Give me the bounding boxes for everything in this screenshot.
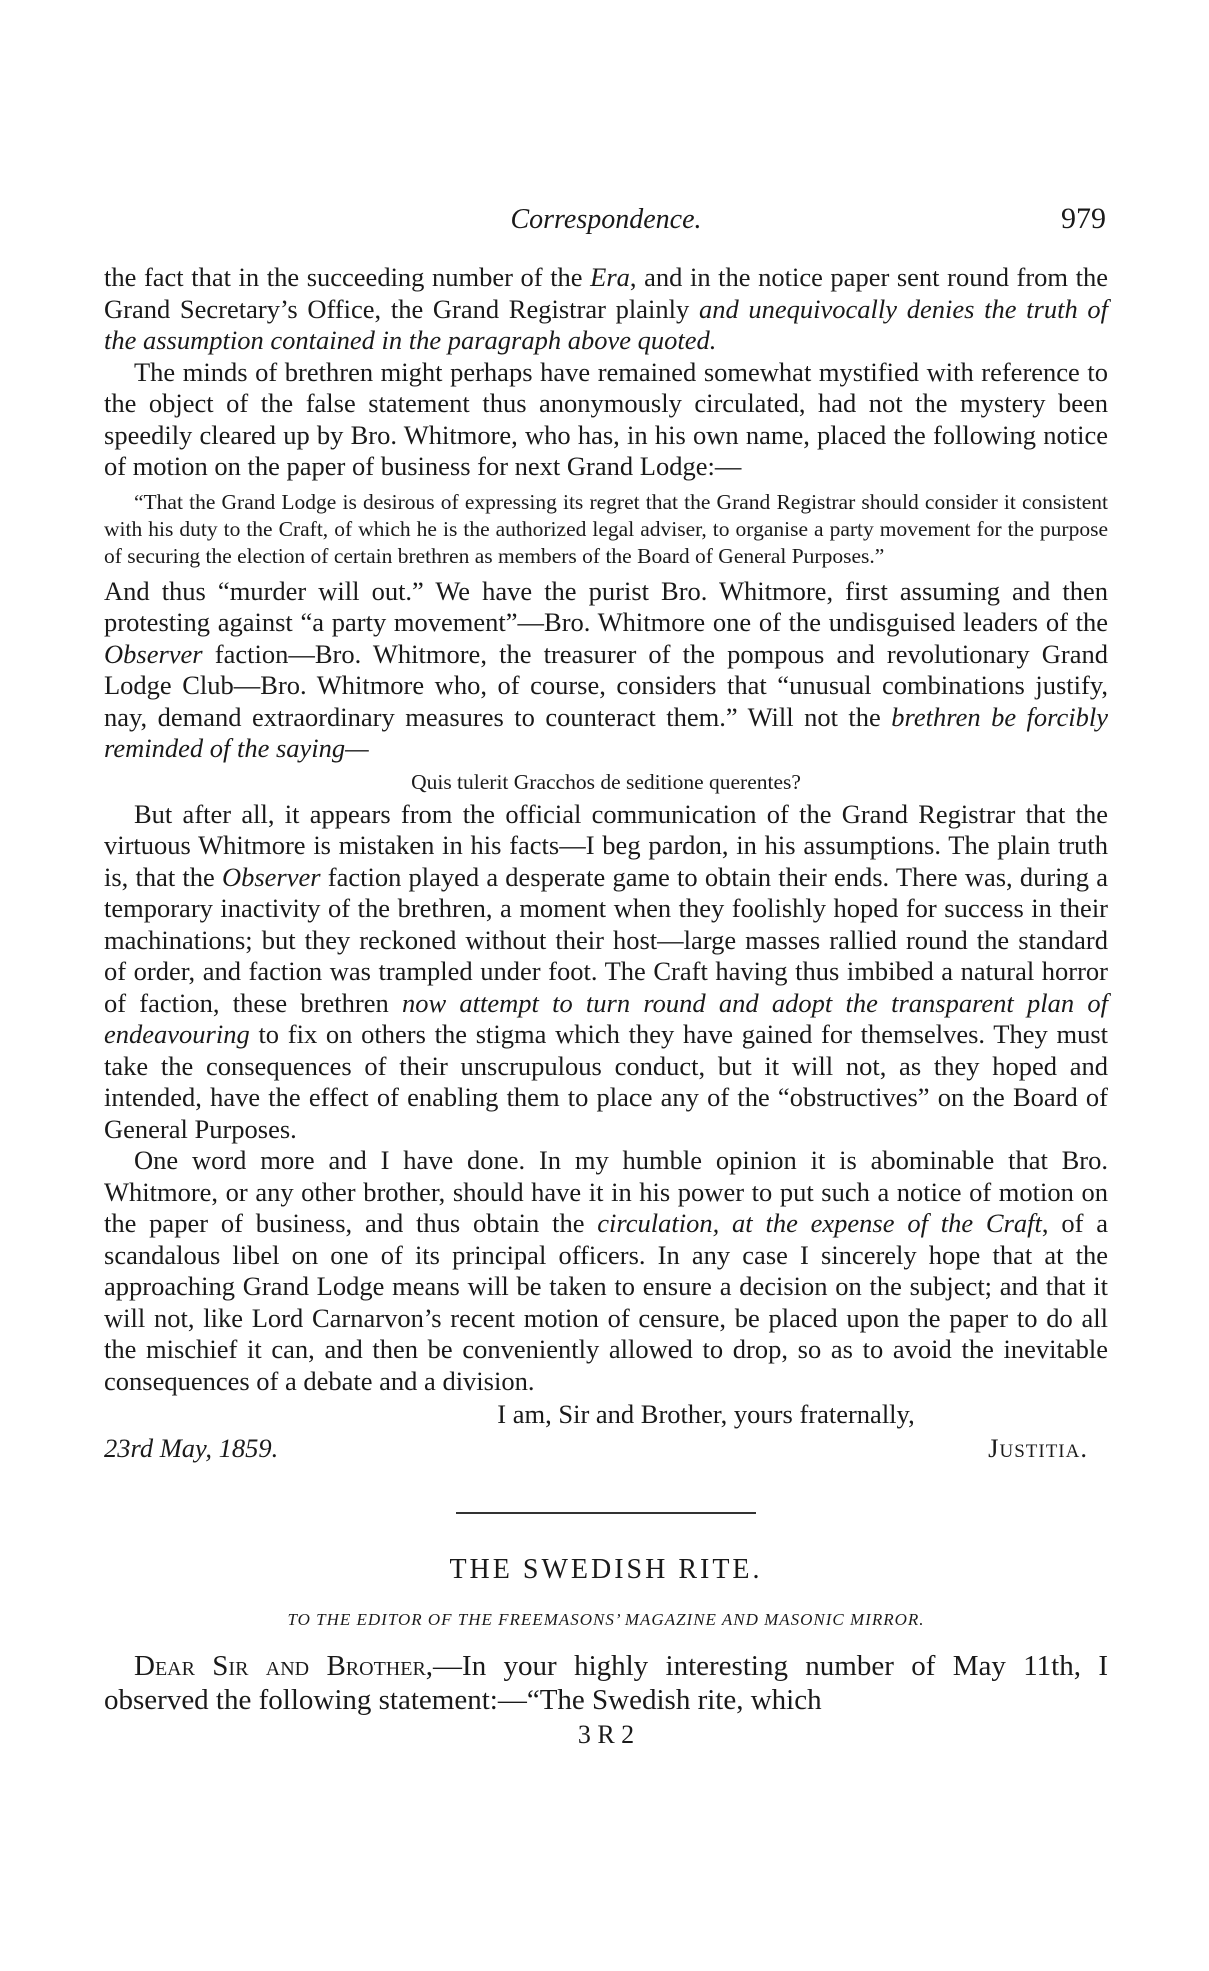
p3-italic: brethren be forcibly reminded of the saying—: [104, 701, 1108, 763]
p4-italic: now attempt to turn round and adopt the transparent plan of endeavouring: [104, 987, 1108, 1049]
latin-quotation: Quis tulerit Gracchos de seditione querentes?: [411, 769, 801, 794]
p3-observer: Observer: [104, 638, 203, 669]
letter-2-body: —In your highly interesting number of May 11th, I observed the following statement:—“The Swedish rite, which: [104, 1650, 1108, 1716]
p5-text-a: One word more and I have done. In my humble opinion it is abominable that Bro. Whitmore, or any other brother, should have it in his power to put such a notice of motion on the paper of business, and thus obtain the: [104, 1145, 1108, 1238]
p4-text-b: faction played a desperate game to obtain their ends. There was, during a temporary inactivity of the brethren, a moment when they foolishly hoped for success in their machinations; but they reckoned without their host—large masses rallied round the standard of order, and faction was trampled under foot. The Craft having thus imbibed a natural horror of faction, these brethren: [104, 861, 1108, 1018]
p5-italic-2: at the expense of the Craft: [732, 1208, 1042, 1238]
p3-text-a: And thus “murder will out.” We have the purist Bro. Whitmore, first assuming and then protesting against “a party movement”—Bro. Whitmore one of the undisguised leaders of the: [104, 575, 1108, 637]
paragraph-2: The minds of brethren might perhaps have remained somewhat mystified with reference to the object of the false statement thus anonymously circulated, had not the mystery been speedily cleared up by Bro. Whitmore, who has, in his own name, placed the following notice of motion on the paper of business for next Grand Lodge:—: [104, 356, 1108, 481]
letter-date: 23rd May, 1859.: [104, 1432, 279, 1463]
salutation: Dear Sir and Brother,: [134, 1650, 434, 1682]
p1-era: Era: [590, 262, 630, 292]
p1-italic: and unequivocally denies the truth of the assumption contained in the paragraph above quoted.: [104, 293, 1108, 355]
letter-2-opening: [104, 1649, 1108, 1717]
page: [104, 0, 1108, 1971]
p5-italic-1: circulation,: [597, 1208, 733, 1238]
paragraph-4: [104, 799, 1108, 1146]
dateline: [104, 1433, 1108, 1465]
p5-text-b: , of a scandalous libel on one of its principal officers. In any case I sincerely hope that at the approaching Grand Lodge means will be taken to ensure a decision on the subject; and that it will not, like Lord Carnarvon’s recent motion of censure, be placed upon the paper to do all the mischief it can, and then be conveniently allowed to drop, so as to avoid the inevitable consequences of a debate and a division.: [104, 1208, 1108, 1396]
signoff: I am, Sir and Brother, yours fraternally,: [497, 1399, 915, 1429]
page-number: 979: [1061, 202, 1106, 235]
paragraph-1: [104, 262, 1108, 357]
signature-mark: 3 R 2: [577, 1720, 635, 1749]
p1-text-b: , and in the notice paper sent round from the Grand Secretary’s Office, the Grand Registrar plainly: [104, 262, 1108, 324]
p4-text-c: to fix on others the stigma which they have gained for themselves. They must take the consequences of their unscrupulous conduct, but it will not, as they hoped and intended, have the effect of enabling them to place any of the “obstructives” on the Board of General Purposes.: [104, 1019, 1108, 1144]
running-title: Correspondence.: [510, 204, 702, 235]
section-divider: [456, 1512, 756, 1514]
editor-address: TO THE EDITOR OF THE FREEMASONS’ MAGAZINE AND MASONIC MIRROR.: [287, 1609, 925, 1629]
body-text: [104, 262, 1108, 1751]
p4-observer: Observer: [221, 861, 321, 892]
p3-text-b: faction—Bro. Whitmore, the treasurer of the pompous and revolutionary Grand Lodge Club—Bro. Whitmore who, of course, considers that “unusual combinations justify, nay, demand extraordinary measures to counteract them.” Will not the: [104, 638, 1108, 732]
p1-text-a: the fact that in the succeeding number of the: [104, 262, 591, 292]
block-quote: “That the Grand Lodge is desirous of expressing its regret that the Grand Registrar should consider it consistent with his duty to the Craft, of which he is the authorized legal adviser, to organise a party movement for the purpose of securing the election of certain brethren as members of the Board of General Purposes.”: [104, 489, 1108, 568]
section-title: THE SWEDISH RITE.: [449, 1554, 763, 1585]
paragraph-5: [104, 1145, 1108, 1397]
p4-text-a: But after all, it appears from the official communication of the Grand Registrar that the virtuous Whitmore is mistaken in his facts—I beg pardon, in his assumptions. The plain truth is, that the: [104, 798, 1108, 892]
running-head: [104, 202, 1108, 242]
paragraph-3: [104, 576, 1108, 765]
signer-name: Justitia.: [988, 1432, 1088, 1463]
